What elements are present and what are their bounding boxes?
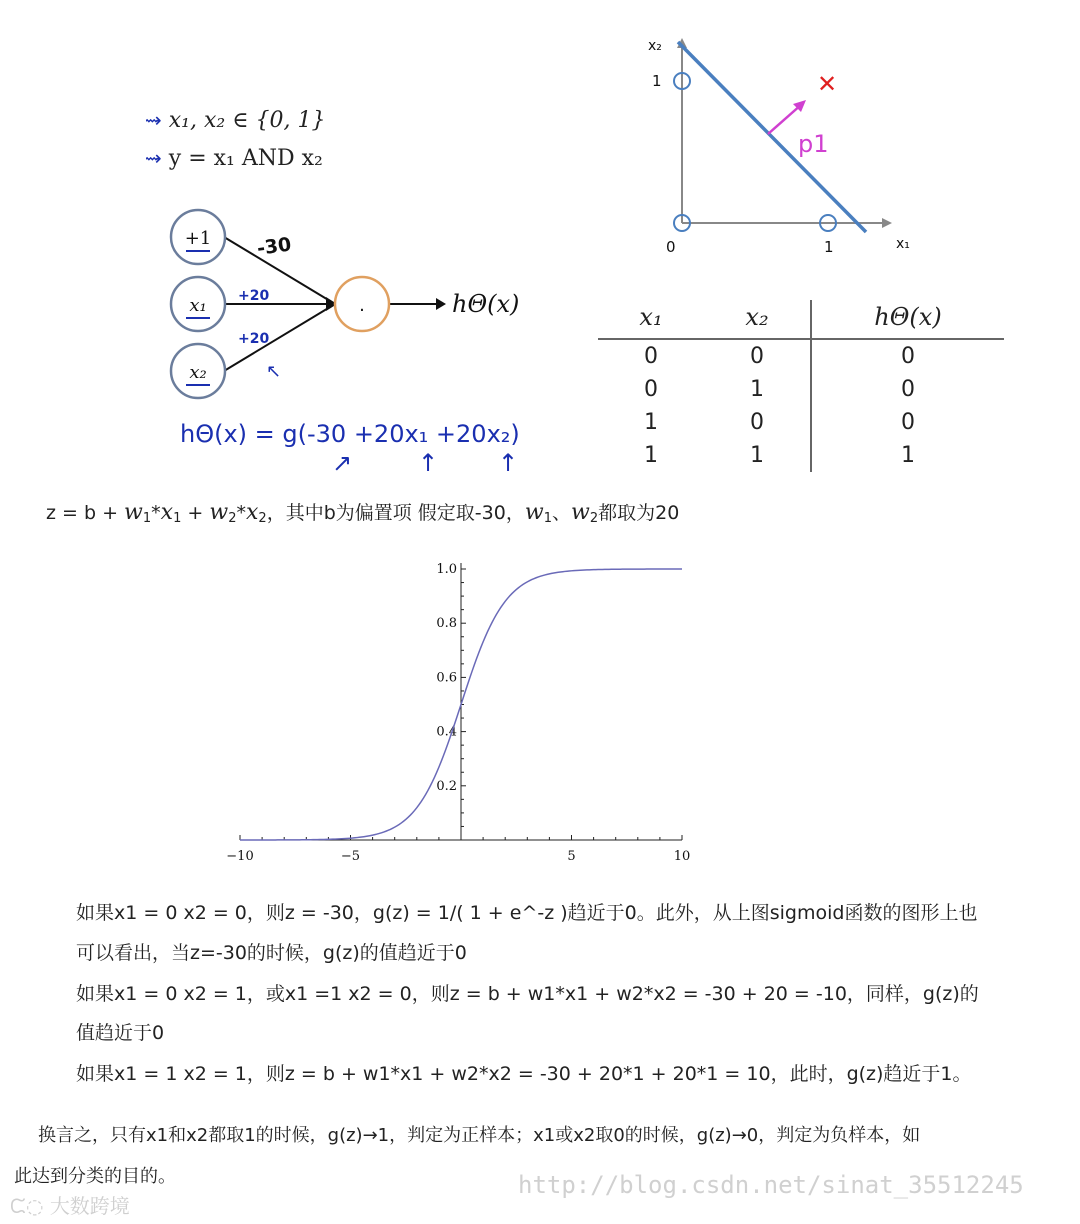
weight-x2: +20 bbox=[238, 331, 270, 347]
sigmoid-chart bbox=[220, 555, 710, 870]
w2-sub: 2 bbox=[228, 511, 237, 526]
mul1: * bbox=[151, 502, 161, 524]
paragraph-4a: 换言之，只有x1和x2都取1的时候，g(z)→1，判定为正样本；x1或x2取0的时候，g(z)→0，判定为负样本，如 bbox=[38, 1125, 921, 1146]
table-row bbox=[598, 339, 1004, 373]
z-tail: 都取为20 bbox=[598, 502, 680, 524]
sep: 、 bbox=[551, 502, 571, 524]
x-tick-label: −10 bbox=[226, 849, 254, 864]
cell: 1 bbox=[644, 443, 658, 468]
weight-bias: -30 bbox=[255, 233, 293, 260]
cell: 0 bbox=[644, 344, 658, 369]
weight-x1: +20 bbox=[238, 288, 270, 304]
x1: x bbox=[160, 500, 174, 525]
paragraph-4b: 此达到分类的目的。 bbox=[14, 1166, 176, 1187]
hand-arrow-2-icon: ↑ bbox=[418, 449, 439, 477]
cell: 1 bbox=[901, 443, 915, 468]
z-suffix: ，其中b为偏置项 假定取-30， bbox=[266, 502, 525, 524]
x-axis-label: x₁ bbox=[896, 236, 910, 252]
decision-boundary bbox=[678, 42, 866, 232]
hand-arrow-1-icon: ↗ bbox=[332, 449, 353, 477]
y-tick-label: 0.2 bbox=[436, 778, 457, 794]
cell: 0 bbox=[901, 344, 915, 369]
w2: w bbox=[209, 500, 229, 525]
table-row bbox=[598, 406, 1004, 439]
output-arrowhead bbox=[436, 298, 446, 310]
vector-label: p1 bbox=[798, 130, 829, 158]
w1: w bbox=[124, 500, 143, 525]
table-row bbox=[598, 439, 1004, 472]
chart-axes bbox=[240, 563, 682, 840]
x-tick-label: 10 bbox=[673, 849, 691, 864]
cell: 0 bbox=[704, 406, 811, 439]
cell: 0 bbox=[901, 410, 915, 435]
node-output-dot: . bbox=[359, 295, 365, 316]
normal-vector bbox=[768, 104, 802, 134]
logo-watermark bbox=[10, 1190, 130, 1219]
logo-icon: ᙅ◌ bbox=[10, 1194, 44, 1218]
hand-arrow-up-icon: ↖ bbox=[266, 361, 282, 382]
tick-y1: 1 bbox=[652, 72, 662, 90]
plus: + bbox=[181, 502, 210, 524]
cell: 1 bbox=[704, 373, 811, 406]
x1-sub: 1 bbox=[173, 511, 182, 526]
truth-table-header bbox=[598, 300, 1004, 339]
w1b: w bbox=[524, 500, 544, 525]
paragraph-2b: 值趋近于0 bbox=[76, 1022, 165, 1044]
tick-x1: 1 bbox=[824, 238, 834, 256]
header-h: hΘ(x) bbox=[874, 302, 942, 331]
header-x2: x₂ bbox=[704, 300, 811, 339]
url-watermark: http://blog.csdn.net/sinat_35512245 bbox=[518, 1171, 1024, 1199]
w2b-sub: 2 bbox=[589, 511, 599, 526]
network-diagram bbox=[150, 195, 590, 485]
bullet-line-2 bbox=[145, 146, 323, 171]
bullet-text-1: x₁, x₂ ∈ {0, 1} bbox=[168, 108, 326, 133]
bullet-text-2: y = x₁ AND x₂ bbox=[168, 146, 323, 171]
cell: 1 bbox=[704, 439, 811, 472]
z-prefix: z = b + bbox=[46, 502, 125, 524]
node-x1-label: x₁ bbox=[189, 295, 207, 316]
cell: 0 bbox=[644, 377, 658, 402]
truth-table-wrap bbox=[598, 300, 1004, 472]
handwritten-formula: hΘ(x) = g(-30 +20x₁ +20x₂) bbox=[180, 420, 520, 448]
header-x1: x₁ bbox=[639, 302, 663, 331]
mul2: * bbox=[236, 502, 246, 524]
paragraph-3: 如果x1 = 1 x2 = 1，则z = b + w1*x1 + w2*x2 = -30 + 20*1 + 20*1 = 10，此时，g(z)趋近于1。 bbox=[76, 1063, 972, 1085]
tick-x0: 0 bbox=[666, 238, 676, 256]
x2-sub: 2 bbox=[258, 511, 267, 526]
x2: x bbox=[246, 500, 259, 525]
paragraph-1a: 如果x1 = 0 x2 = 0，则z = -30，g(z) = 1/( 1 + e^-z )趋近于0。此外，从上图sigmoid函数的图形上也 bbox=[76, 902, 978, 924]
y-tick-label: 0.8 bbox=[436, 616, 457, 632]
logo-text: 大数跨境 bbox=[49, 1194, 130, 1218]
y-tick-label: 0.4 bbox=[436, 724, 457, 740]
x-axis-arrowhead bbox=[882, 218, 892, 228]
table-row bbox=[598, 373, 1004, 406]
arrow-icon: ⇝ bbox=[145, 146, 162, 170]
y-tick-label: 1.0 bbox=[436, 562, 457, 577]
cell: 1 bbox=[644, 410, 658, 435]
truth-table bbox=[598, 300, 1004, 472]
cell: 0 bbox=[704, 339, 811, 373]
cell: 0 bbox=[901, 377, 915, 402]
paragraph-2a: 如果x1 = 0 x2 = 1，或x1 =1 x2 = 0，则z = b + w1*x1 + w2*x2 = -30 + 20 = -10，同样，g(z)的 bbox=[76, 983, 979, 1005]
node-x2-label: x₂ bbox=[189, 362, 207, 383]
y-axis-label: x₂ bbox=[648, 38, 662, 54]
output-label: hΘ(x) bbox=[452, 290, 520, 318]
y-tick-label: 0.6 bbox=[436, 670, 457, 686]
arrow-icon: ⇝ bbox=[145, 108, 162, 132]
w2b: w bbox=[570, 500, 590, 525]
bullet-line-1 bbox=[145, 108, 325, 133]
paragraph-1b: 可以看出，当z=-30的时候，g(z)的值趋近于0 bbox=[76, 942, 467, 964]
node-bias-label: +1 bbox=[184, 228, 212, 249]
hand-arrow-3-icon: ↑ bbox=[498, 449, 519, 477]
w1b-sub: 1 bbox=[543, 511, 552, 526]
cross-marker-icon: ✕ bbox=[817, 70, 838, 98]
z-formula-line bbox=[46, 498, 679, 526]
decision-plot bbox=[630, 30, 930, 270]
x-tick-label: −5 bbox=[340, 849, 361, 864]
w1-sub: 1 bbox=[142, 511, 152, 526]
x-tick-label: 5 bbox=[567, 849, 576, 864]
